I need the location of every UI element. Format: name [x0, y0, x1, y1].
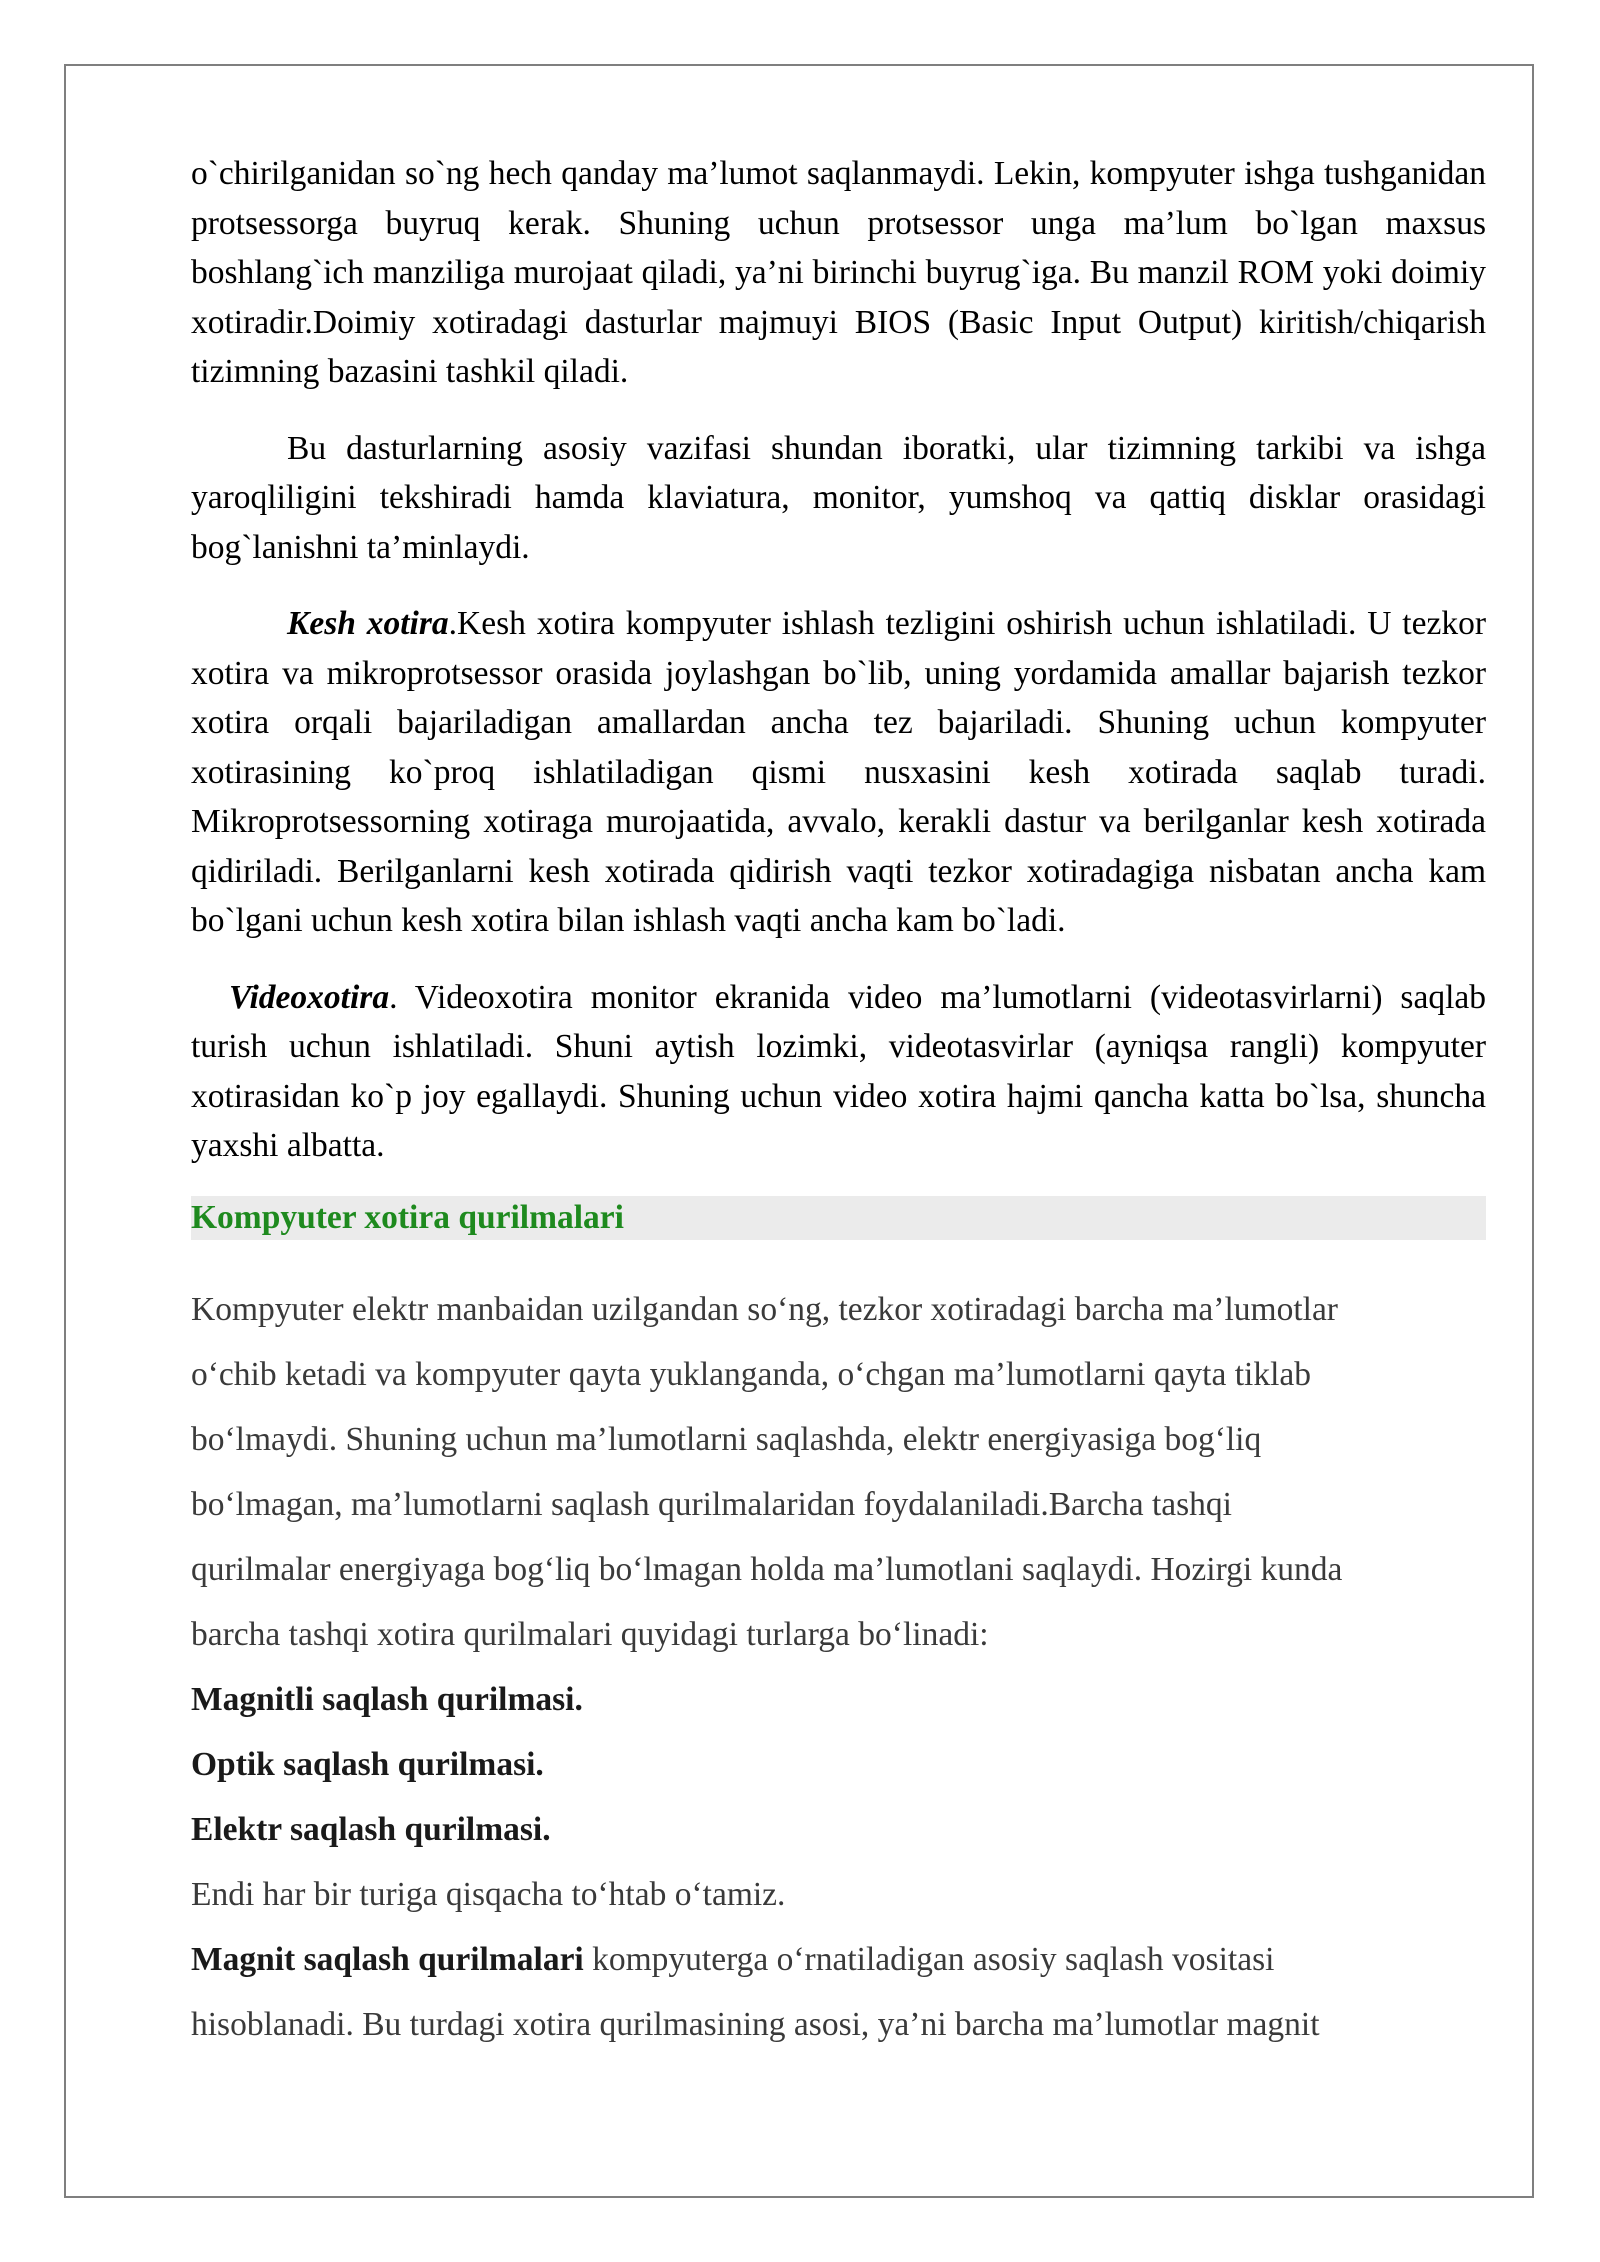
document-body [191, 149, 1486, 2057]
text-line: bo‘lmaydi. Shuning uchun ma’lumotlarni saqlashda, elektr energiyasiga bog‘liq [191, 1420, 1262, 1458]
term-cache: Kesh xotira [287, 605, 449, 642]
text-line: bo‘lmagan, ma’lumotlarni saqlash qurilmalaridan foydalaniladi.Barcha tashqi [191, 1485, 1232, 1523]
term-magnetic: Magnit saqlash qurilmalari [191, 1940, 584, 1978]
storage-type-electric: Elektr saqlash qurilmasi. [191, 1810, 551, 1848]
paragraph-rom: o`chirilganidan so`ng hech qanday ma’lumot saqlanmaydi. Lekin, kompyuter ishga tushganidan protsessorga buyruq kerak. Shuning uchun protsessor unga ma’lum bo`lgan maxsus boshlang`ich manziliga murojaat qiladi, ya’ni birinchi buyrug`iga. Bu manzil ROM yoki doimiy xotiradir.Doimiy xotiradagi dasturlar majmuyi BIOS (Basic Input Output) kiritish/chiqarish tizimning bazasini tashkil qiladi. [191, 155, 1486, 390]
magnetic-intro-text: kompyuterga o‘rnatiladigan asosiy saqlash vositasi [583, 1940, 1275, 1978]
cache-text: .Kesh xotira kompyuter ishlash tezligini oshirish uchun ishlatiladi. U tezkor xotira va mikroprotsessor orasida joylashgan bo`lib, uning yordamida amallar bajarish tezkor xotira orqali bajariladigan amallardan ancha tez bajariladi. Shuning uchun kompyuter xotirasining ko`proq ishlatiladigan qismi nusxasini kesh xotirada saqlab turadi. Mikroprotsessorning xotiraga murojaatida, avvalo, kerakli dastur va berilganlar kesh xotirada qidiriladi. Berilganlarni kesh xotirada qidirish vaqti tezkor xotiradagiga nisbatan ancha kam bo`lgani uchun kesh xotira bilan ishlash vaqti ancha kam bo`ladi. [191, 605, 1486, 939]
text-line: barcha tashqi xotira qurilmalari quyidagi turlarga bo‘linadi: [191, 1615, 989, 1653]
text-line: Kompyuter elektr manbaidan uzilgandan so‘ng, tezkor xotiradagi barcha ma’lumotlar [191, 1290, 1338, 1328]
summary-line: Endi har bir turiga qisqacha to‘htab o‘tamiz. [191, 1875, 786, 1913]
text-line: hisoblanadi. Bu turdagi xotira qurilmasining asosi, ya’ni barcha ma’lumotlar magnit [191, 2005, 1320, 2043]
storage-type-optical: Optik saqlash qurilmasi. [191, 1745, 544, 1783]
section-heading: Kompyuter xotira qurilmalari [191, 1196, 1486, 1240]
text-line: qurilmalar energiyaga bog‘liq bo‘lmagan holda ma’lumotlani saqlaydi. Hozirgi kunda [191, 1550, 1343, 1588]
video-text: . Videoxotira monitor ekranida video ma’lumotlarni (videotasvirlarni) saqlab turish uchun ishlatiladi. Shuni aytish lozimki, videotasvirlar (ayniqsa rangli) kompyuter xotirasidan ko`p joy egallaydi. Shuning uchun video xotira hajmi qancha katta bo`lsa, shuncha yaxshi albatta. [191, 978, 1486, 1164]
paragraph-cache [191, 599, 1486, 946]
magnetic-intro-line [191, 1927, 1486, 1992]
paragraph-bios: Bu dasturlarning asosiy vazifasi shundan iboratki, ular tizimning tarkibi va ishga yaroqliligini tekshiradi hamda klaviatura, monitor, yumshoq va qattiq disklar orasidagi bog`lanishni ta’minlaydi. [191, 429, 1486, 566]
term-video: Videoxotira [229, 978, 390, 1016]
storage-section [191, 1277, 1486, 2057]
storage-type-magnetic: Magnitli saqlash qurilmasi. [191, 1680, 583, 1718]
paragraph-video [191, 973, 1486, 1171]
text-line: o‘chib ketadi va kompyuter qayta yuklanganda, o‘chgan ma’lumotlarni qayta tiklab [191, 1355, 1312, 1393]
